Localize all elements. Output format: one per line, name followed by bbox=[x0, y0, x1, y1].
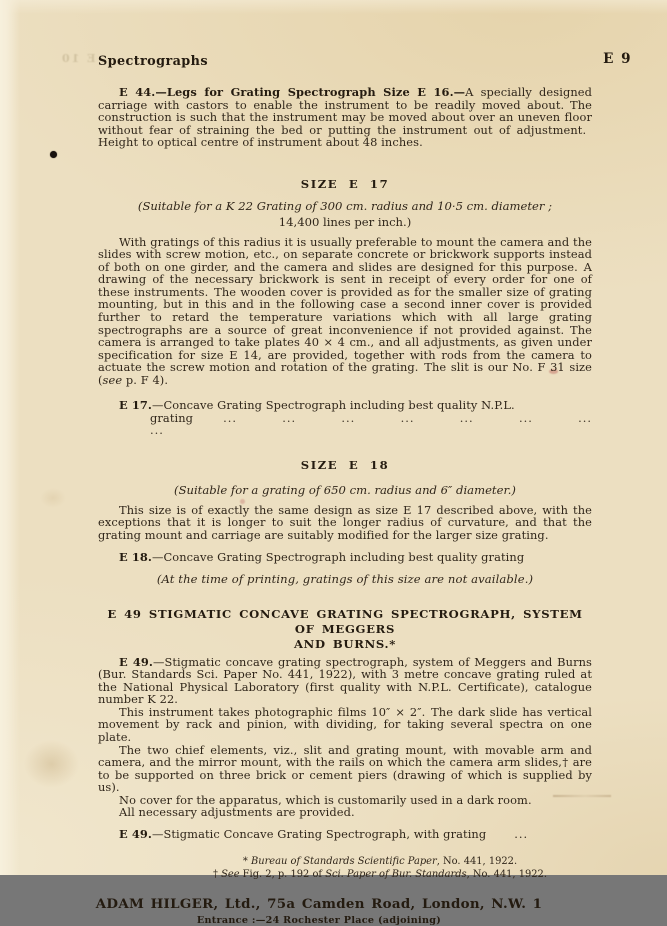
paragraph-e44-lead: E 44.—Legs for Grating Spectrograph Size E 16.— bbox=[119, 85, 466, 99]
footnote-2 bbox=[133, 869, 627, 882]
section-heading-e49-line1: E 49 STIGMATIC CONCAVE GRATING SPECTROGRAPH, SYSTEM OF MEGGERS bbox=[107, 606, 583, 636]
size-e18-subtitle bbox=[98, 482, 592, 498]
publisher-footer bbox=[72, 896, 566, 926]
footnote-2-see: See bbox=[221, 868, 240, 880]
paper-stain bbox=[24, 740, 79, 788]
catalog-item-e49 bbox=[98, 828, 592, 841]
paragraph-e49-1-body: —Stigmatic concave grating spectrograph, system of Meggers and Burns (Bur. Standards Sci. Paper No. 441, 1922), with 3 metre concave grating ruled at the National Physical Laboratory (first quality with N.P.L. Certificate), catalogue number K 22. bbox=[98, 654, 593, 707]
see-reference: see bbox=[102, 372, 123, 387]
catalog-item-e18-desc: —Concave Grating Spectrograph including best quality grating bbox=[151, 549, 525, 564]
paragraph-e49-5: All necessary adjustments are provided. bbox=[119, 805, 355, 820]
size-e17-subtitle-line1: (Suitable for a K 22 Grating of 300 cm. radius and 10·5 cm. diameter ; bbox=[137, 198, 553, 213]
running-head-title: Spectrographs bbox=[98, 54, 208, 69]
size-e17-subtitle bbox=[98, 198, 592, 230]
paragraph-e49-4: No cover for the apparatus, which is customarily used in a dark room. bbox=[119, 792, 532, 807]
section-heading-e49-line2: AND BURNS.* bbox=[293, 636, 397, 651]
paragraph-size-e17 bbox=[98, 236, 592, 387]
footnote-2-marker: † bbox=[213, 868, 222, 880]
ink-dot-mark bbox=[50, 151, 57, 158]
catalog-item-e49-number: E 49. bbox=[119, 826, 152, 841]
paragraph-e44 bbox=[98, 86, 592, 149]
catalog-item-e17-line2 bbox=[150, 412, 592, 437]
size-e18-subtitle-line: (Suitable for a grating of 650 cm. radius and 6″ diameter.) bbox=[174, 482, 516, 497]
catalog-item-e17-desc2: grating bbox=[150, 410, 194, 425]
section-heading-e49 bbox=[98, 607, 592, 652]
dot-leaders: ... ... ... ... ... ... ... ... bbox=[150, 410, 592, 438]
catalog-item-e18-number: E 18. bbox=[119, 549, 152, 564]
running-head bbox=[98, 50, 592, 69]
catalog-item-e17 bbox=[98, 399, 592, 437]
size-e17-subtitle-line2: 14,400 lines per inch.) bbox=[278, 214, 412, 229]
publisher-address: ADAM HILGER, Ltd., 75a Camden Road, London, N.W. 1 bbox=[95, 896, 543, 913]
footnote-1 bbox=[133, 856, 627, 869]
paragraph-e49-2: This instrument takes photographic films 10″ × 2″. The dark slide has vertical movement by rack and pinion, with dividing, for taking several spectra on one plate. bbox=[98, 704, 592, 744]
catalog-item-e18 bbox=[98, 551, 592, 564]
paper-stain bbox=[40, 488, 66, 508]
paragraph-e49-3: The two chief elements, viz., slit and grating mount, with movable arm and camera, and the mirror mount, with the rails on which the camera arm slides,† are to be supported on three brick or cement piers (drawing of which is supplied by us). bbox=[98, 742, 592, 795]
footnote-1-title: Bureau of Standards Scientific Paper bbox=[250, 856, 437, 868]
footnote-2-mid: Fig. 2, p. 192 of bbox=[239, 868, 326, 880]
paragraph-size-e17-end: p. F 4). bbox=[122, 372, 169, 387]
section-heading-size-e18: SIZE E 18 bbox=[300, 457, 390, 472]
catalog-item-e17-number: E 17. bbox=[119, 398, 152, 413]
footnote-2-title: Sci. Paper of Bur. Standards bbox=[325, 868, 467, 880]
show-through-ghost-text: E 10 bbox=[60, 52, 96, 65]
paragraph-e49-lead: E 49. bbox=[119, 654, 153, 669]
footnotes bbox=[133, 856, 627, 881]
catalog-item-e49-desc: —Stigmatic Concave Grating Spectrograph, with grating bbox=[151, 826, 487, 841]
catalog-item-e17-desc: —Concave Grating Spectrograph including best quality N.P.L. bbox=[151, 398, 515, 413]
availability-note: (At the time of printing, gratings of this size are not available.) bbox=[156, 572, 534, 587]
footnote-1-rest: , No. 441, 1922. bbox=[436, 856, 518, 868]
paragraph-e49-1 bbox=[98, 656, 592, 706]
publisher-entrance: Entrance :—24 Rochester Place (adjoining) bbox=[196, 915, 442, 926]
text-column bbox=[95, 0, 593, 926]
paragraph-e44-body: A specially designed carriage with castors to enable the instrument to be readily moved about. The construction is such that the instrument may be moved about over an uneven floor without fear of straining the bed or putting the instrument out of adjustment. Height to optical centre of instrument about 48 inches. bbox=[98, 85, 592, 150]
page-number: E 9 bbox=[603, 51, 632, 67]
dot-leaders: ... bbox=[514, 826, 529, 841]
footnote-2-rest: , No. 441, 1922. bbox=[466, 868, 547, 880]
footnote-1-marker: * bbox=[242, 856, 251, 868]
section-heading-size-e17: SIZE E 17 bbox=[300, 176, 390, 191]
paragraph-size-e17-body: With gratings of this radius it is usually preferable to mount the camera and the slides with screw motion, etc., on separate concrete or brickwork supports instead of both on one girder, and the camera and slides are designed for this purpose. A drawing of the necessary brickwork is sent in receipt of every order for one of these instruments. The wooden cover is provided as for the smaller size of grating mounting, but in this and in the following case a second inner cover is provided further to retard the temperature variations which with all large grating spectrographs are a source of great inconvenience if not provided against. The camera is arranged to take plates 40 × 4 cm., and all adjustments, as given under specification for size E 14, are provided, together with rods from the camera to actuate the screw motion and rotation of the grating. The slit is our No. F 31 size ( bbox=[98, 234, 592, 387]
paragraph-size-e18: This size is of exactly the same design as size E 17 described above, with the exceptions that it is longer to suit the longer radius of curvature, and that the grating mount and carriage are suitably modified for the larger size grating. bbox=[98, 502, 592, 543]
